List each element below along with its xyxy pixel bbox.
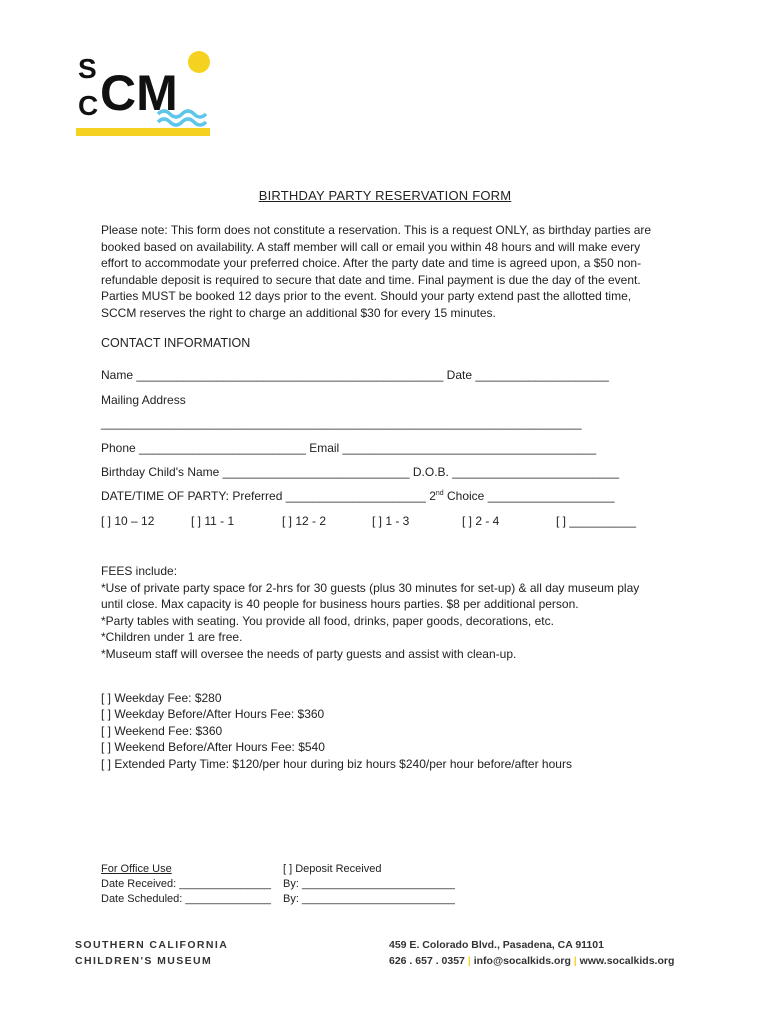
logo-letter-s: S — [78, 53, 97, 84]
date-received-field[interactable]: Date Received: _______________ — [101, 878, 272, 891]
fee-option-checkbox[interactable]: [ ] Weekend Fee: $360 — [101, 723, 223, 738]
fees-item: *Party tables with seating. You provide all food, drinks, paper goods, decorations, etc. — [101, 613, 554, 628]
fees-section — [101, 563, 681, 663]
fee-option-checkbox[interactable]: [ ] Weekday Fee: $280 — [101, 691, 222, 705]
time-slot-checkbox[interactable]: [ ] 2 - 4 — [462, 514, 500, 528]
logo-letter-c-small: C — [78, 90, 99, 121]
note-line: Parties MUST be booked 12 days prior to the event. Should your party extend past the allotted time, — [101, 289, 632, 304]
fee-options — [101, 690, 572, 772]
by-field-2[interactable]: By: _________________________ — [283, 893, 455, 906]
footer-contact — [389, 937, 674, 969]
note-line: SCCM reserves the right to charge an additional $30 for every 15 minutes. — [101, 305, 496, 320]
time-slot-checkbox[interactable]: [ ] 11 - 1 — [191, 514, 235, 528]
office-use-right — [283, 862, 455, 908]
time-slot-checkbox[interactable]: [ ] __________ — [556, 514, 637, 528]
footer-separator: | — [573, 955, 577, 967]
note-line: effort to accommodate your preferred choice. After the party date and time is agreed upon, a $50 non- — [101, 256, 642, 271]
sccm-logo — [74, 48, 214, 138]
child-name-dob-field[interactable]: Birthday Child's Name ____________________________ D.O.B. _________________________ — [101, 465, 620, 479]
time-slot-checkbox[interactable]: [ ] 10 – 12 — [101, 514, 155, 528]
footer-org-line1: SOUTHERN CALIFORNIA — [75, 939, 229, 951]
fee-option-checkbox[interactable]: [ ] Weekday Before/After Hours Fee: $360 — [101, 707, 325, 722]
mailing-address-field[interactable]: ________________________________________________________________________ — [101, 416, 582, 430]
fees-item: *Children under 1 are free. — [101, 630, 243, 645]
contact-heading: CONTACT INFORMATION — [101, 336, 251, 350]
logo-letters-cm: CM — [100, 65, 178, 121]
logo-underline-bar — [76, 128, 210, 136]
footer-org-line2: CHILDREN'S MUSEUM — [75, 955, 213, 967]
party-date-time-field[interactable] — [101, 489, 615, 503]
logo-sun — [188, 51, 210, 73]
footer-email[interactable]: info@socalkids.org — [473, 955, 571, 967]
deposit-received-checkbox[interactable]: [ ] Deposit Received — [283, 863, 382, 875]
footer-address: 459 E. Colorado Blvd., Pasadena, CA 91101 — [389, 939, 604, 951]
footer-phone: 626 . 657 . 0357 — [389, 955, 465, 967]
logo-wave-2 — [158, 119, 206, 125]
fee-option-checkbox[interactable]: [ ] Extended Party Time: $120/per hour during biz hours $240/per hour before/after hours — [101, 756, 572, 771]
party-preferred-text: DATE/TIME OF PARTY: Preferred _____________________ 2 — [101, 489, 436, 503]
footer-separator: | — [467, 955, 471, 967]
fees-item: *Use of private party space for 2-hrs for 30 guests (plus 30 minutes for set-up) & all day museum play — [101, 580, 640, 595]
party-choice-sup: nd — [435, 490, 444, 497]
note-paragraph — [101, 222, 673, 322]
fees-item: until close. Max capacity is 40 people for business hours parties. $8 per additional person. — [101, 597, 579, 612]
note-line: Please note: This form does not constitute a reservation. This is a request ONLY, as birthday parties are — [101, 223, 652, 237]
mailing-address-label: Mailing Address — [101, 393, 186, 407]
time-slot-checkbox[interactable]: [ ] 12 - 2 — [282, 514, 327, 528]
date-scheduled-field[interactable]: Date Scheduled: ______________ — [101, 893, 272, 906]
footer-contact-line — [389, 953, 674, 969]
time-slot-checkbox[interactable]: [ ] 1 - 3 — [372, 514, 410, 528]
fees-heading: FEES include: — [101, 564, 178, 578]
by-field-1[interactable]: By: _________________________ — [283, 878, 455, 891]
footer-org-name — [75, 937, 228, 969]
fees-item: *Museum staff will oversee the needs of party guests and assist with clean-up. — [101, 646, 517, 661]
form-title: BIRTHDAY PARTY RESERVATION FORM — [258, 188, 512, 203]
office-use-heading: For Office Use — [101, 863, 172, 875]
party-second-choice-text: Choice ___________________ — [443, 489, 615, 503]
name-date-field[interactable]: Name ______________________________________________ Date ____________________ — [101, 368, 609, 382]
footer-website[interactable]: www.socalkids.org — [579, 955, 675, 967]
office-use-left — [101, 862, 271, 908]
note-line: refundable deposit is required to secure that date and time. Final payment is due the day of the event. — [101, 272, 641, 287]
phone-email-field[interactable]: Phone _________________________ Email ______________________________________ — [101, 441, 597, 455]
note-line: booked based on availability. A staff member will call or email you within 48 hours and will make every — [101, 239, 641, 254]
fee-option-checkbox[interactable]: [ ] Weekend Before/After Hours Fee: $540 — [101, 740, 325, 755]
